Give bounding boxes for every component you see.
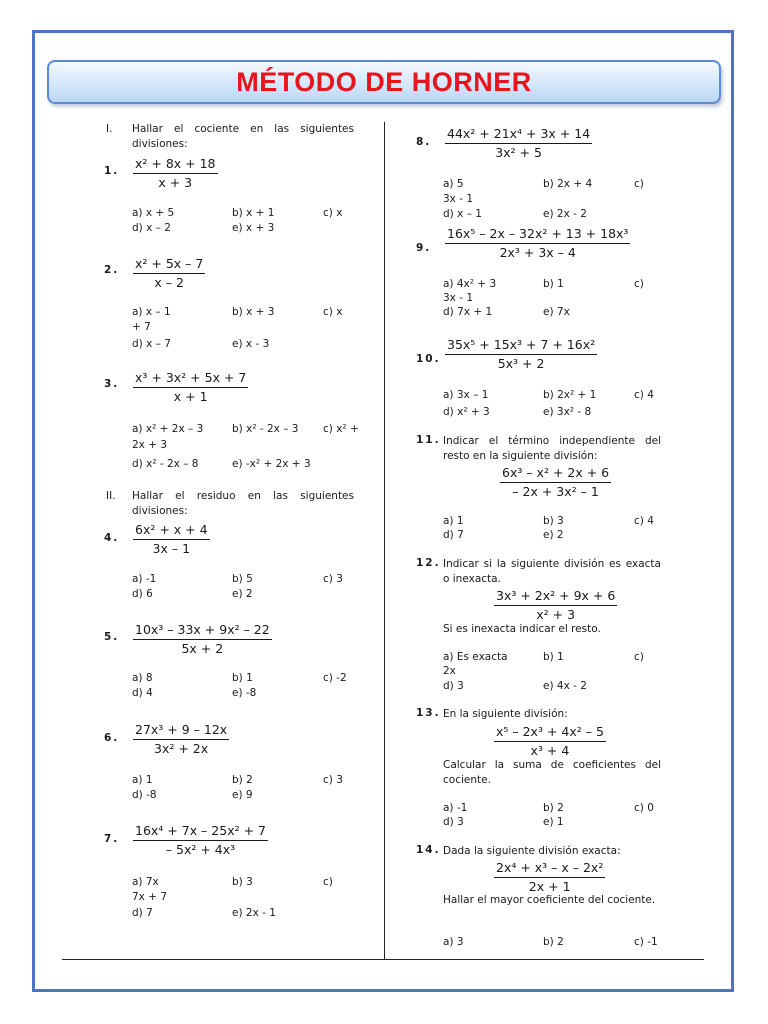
option: c) 4 <box>634 515 654 527</box>
problem-number: 4. <box>104 532 120 544</box>
fraction <box>133 256 205 291</box>
fraction <box>445 337 597 372</box>
option: a) x – 1 <box>132 306 171 318</box>
option: c) 3 <box>323 774 343 786</box>
fraction <box>133 370 248 405</box>
option: b) 2 <box>543 936 564 948</box>
fraction <box>494 724 606 759</box>
fraction <box>133 823 268 858</box>
problem-statement: Dada la siguiente división exacta: <box>443 845 621 857</box>
denominator: x + 1 <box>173 389 208 404</box>
denominator: 5x + 2 <box>181 641 224 656</box>
denominator: 2x³ + 3x – 4 <box>499 245 576 260</box>
option: b) 3 <box>543 515 564 527</box>
option: a) x² + 2x – 3 <box>132 423 204 435</box>
option: c) 0 <box>634 802 654 814</box>
fraction <box>133 522 210 557</box>
denominator: – 5x² + 4x³ <box>165 842 236 857</box>
section-numeral: II. <box>106 490 116 502</box>
problem-number: 6. <box>104 732 120 744</box>
option: c) <box>634 178 644 190</box>
option: b) 5 <box>232 573 253 585</box>
numerator: 35x⁵ + 15x³ + 7 + 16x² <box>445 337 597 355</box>
option: e) -8 <box>232 687 257 699</box>
option: d) x² + 3 <box>443 406 490 418</box>
fraction <box>500 465 611 500</box>
problem-number: 3. <box>104 378 120 390</box>
option: + 7 <box>132 321 151 333</box>
option: a) 8 <box>132 672 153 684</box>
option: d) x – 2 <box>132 222 171 234</box>
option: c) -2 <box>323 672 347 684</box>
fraction <box>133 156 218 191</box>
option: d) x² - 2x – 8 <box>132 458 199 470</box>
option: e) 4x - 2 <box>543 680 587 692</box>
option: e) 3x² - 8 <box>543 406 592 418</box>
problem-statement: Indicar el término independiente del resto en la siguiente división: <box>443 435 661 462</box>
numerator: 6x³ – x² + 2x + 6 <box>500 465 611 483</box>
option: d) -8 <box>132 789 157 801</box>
fraction <box>445 226 630 261</box>
numerator: 6x² + x + 4 <box>133 522 210 540</box>
option: d) x – 1 <box>443 208 482 220</box>
problem-note: Calcular la suma de coeficientes del cociente. <box>443 759 661 786</box>
option: b) 1 <box>543 651 564 663</box>
problem-statement: Indicar si la siguiente división es exacta o inexacta. <box>443 558 661 585</box>
option: b) 3 <box>232 876 253 888</box>
option: c) <box>634 278 644 290</box>
option: b) x² - 2x – 3 <box>232 423 299 435</box>
option: c) -1 <box>634 936 658 948</box>
problem-number: 14. <box>416 844 441 856</box>
option: d) 7 <box>132 907 153 919</box>
problem-note: Hallar el mayor coeficiente del cociente. <box>443 894 656 906</box>
option: c) <box>634 651 644 663</box>
section-instruction: Hallar el residuo en las siguientes divisiones: <box>132 490 354 517</box>
option: a) 1 <box>443 515 464 527</box>
option: e) 2 <box>232 588 253 600</box>
option: b) 1 <box>543 278 564 290</box>
option: e) 9 <box>232 789 253 801</box>
option: e) 2 <box>543 529 564 541</box>
option: d) 4 <box>132 687 153 699</box>
option: e) 7x <box>543 306 570 318</box>
option: d) 3 <box>443 816 464 828</box>
option: b) x + 3 <box>232 306 275 318</box>
numerator: 44x² + 21x⁴ + 3x + 14 <box>445 126 592 144</box>
problem-statement: En la siguiente división: <box>443 708 568 720</box>
option: b) x + 1 <box>232 207 275 219</box>
problem-number: 12. <box>416 557 441 569</box>
option: c) x <box>323 207 343 219</box>
problem-number: 5. <box>104 631 120 643</box>
numerator: x³ + 3x² + 5x + 7 <box>133 370 248 388</box>
option: d) 6 <box>132 588 153 600</box>
option: c) x² + <box>323 423 359 435</box>
option: b) 2 <box>232 774 253 786</box>
option: d) x – 7 <box>132 338 171 350</box>
option: d) 3 <box>443 680 464 692</box>
option: e) 2x - 2 <box>543 208 587 220</box>
fraction <box>133 722 229 757</box>
denominator: – 2x + 3x² – 1 <box>512 484 599 499</box>
option: d) 7x + 1 <box>443 306 493 318</box>
option: b) 2x² + 1 <box>543 389 597 401</box>
option: b) 1 <box>232 672 253 684</box>
problem-number: 2. <box>104 264 120 276</box>
option: a) 3 <box>443 936 464 948</box>
denominator: 3x² + 2x <box>154 741 209 756</box>
numerator: 16x⁵ – 2x – 32x² + 13 + 18x³ <box>445 226 630 244</box>
denominator: x³ + 4 <box>530 743 570 758</box>
fraction <box>494 588 617 623</box>
section-instruction: Hallar el cociente en las siguientes divisiones: <box>132 123 354 150</box>
column-divider <box>384 122 385 960</box>
problem-note: Si es inexacta indicar el resto. <box>443 623 601 635</box>
option: a) 5 <box>443 178 464 190</box>
option: 2x + 3 <box>132 439 168 451</box>
option: a) 3x – 1 <box>443 389 489 401</box>
problem-number: 9. <box>416 242 432 254</box>
problem-number: 11. <box>416 434 441 446</box>
option: b) 2x + 4 <box>543 178 593 190</box>
denominator: x – 2 <box>154 275 184 290</box>
fraction <box>445 126 592 161</box>
title-banner <box>47 60 721 104</box>
option: c) 3 <box>323 573 343 585</box>
problem-number: 13. <box>416 707 441 719</box>
numerator: 3x³ + 2x² + 9x + 6 <box>494 588 617 606</box>
option: e) x + 3 <box>232 222 275 234</box>
denominator: 3x² + 5 <box>495 145 542 160</box>
option: a) 1 <box>132 774 153 786</box>
numerator: 27x³ + 9 – 12x <box>133 722 229 740</box>
option: a) 4x² + 3 <box>443 278 497 290</box>
option: a) x + 5 <box>132 207 175 219</box>
bottom-rule <box>62 959 704 960</box>
numerator: 2x⁴ + x³ – x – 2x² <box>494 860 605 878</box>
option: e) 2x - 1 <box>232 907 276 919</box>
problem-number: 7. <box>104 833 120 845</box>
section-numeral: I. <box>106 123 113 135</box>
fraction <box>133 622 272 657</box>
option: 3x - 1 <box>443 193 474 205</box>
problem-number: 10. <box>416 353 441 365</box>
denominator: 3x – 1 <box>152 541 191 556</box>
option: 3x - 1 <box>443 292 474 304</box>
option: c) x <box>323 306 343 318</box>
option: a) -1 <box>132 573 157 585</box>
numerator: 16x⁴ + 7x – 25x² + 7 <box>133 823 268 841</box>
numerator: 10x³ – 33x + 9x² – 22 <box>133 622 272 640</box>
fraction <box>494 860 605 895</box>
option: a) -1 <box>443 802 468 814</box>
option: b) 2 <box>543 802 564 814</box>
option: 2x <box>443 665 456 677</box>
problem-number: 8. <box>416 136 432 148</box>
numerator: x² + 8x + 18 <box>133 156 218 174</box>
option: e) 1 <box>543 816 564 828</box>
option: e) -x² + 2x + 3 <box>232 458 311 470</box>
option: 7x + 7 <box>132 891 168 903</box>
problem-number: 1. <box>104 165 120 177</box>
option: a) 7x <box>132 876 159 888</box>
denominator: 2x + 1 <box>528 879 571 894</box>
option: e) x - 3 <box>232 338 270 350</box>
option: a) Es exacta <box>443 651 508 663</box>
denominator: x² + 3 <box>536 607 576 622</box>
numerator: x⁵ – 2x³ + 4x² – 5 <box>494 724 606 742</box>
option: c) 4 <box>634 389 654 401</box>
option: d) 7 <box>443 529 464 541</box>
option: c) <box>323 876 333 888</box>
denominator: 5x³ + 2 <box>497 356 545 371</box>
numerator: x² + 5x – 7 <box>133 256 205 274</box>
denominator: x + 3 <box>158 175 193 190</box>
page-title: MÉTODO DE HORNER <box>236 67 532 97</box>
